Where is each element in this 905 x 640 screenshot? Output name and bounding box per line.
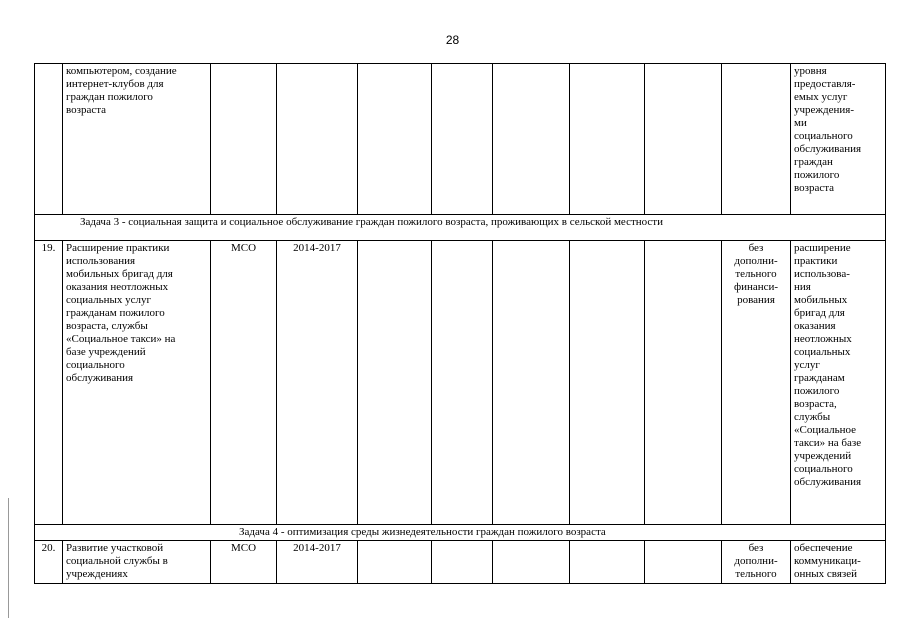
cell-period: 2014-2017: [277, 241, 358, 525]
activity-text: Развитие участковой социальной службы в учреждениях: [66, 542, 168, 580]
cell-result: [791, 541, 886, 584]
cell-empty: [570, 64, 645, 215]
cell-empty: [432, 541, 493, 584]
task-4-heading: Задача 4 - оптимизация среды жизнедеятельности граждан пожилого возраста: [35, 525, 886, 541]
cell-empty: [570, 541, 645, 584]
cell-activity: [63, 541, 211, 584]
cell-empty: [645, 541, 722, 584]
task-3-heading: Задача 3 - социальная защита и социальное обслуживание граждан пожилого возраста, проживающих в сельской местности: [35, 215, 886, 241]
cell-num: 19.: [35, 241, 63, 525]
cell-result: [791, 64, 886, 215]
page-number: 28: [445, 33, 460, 47]
task-row: [35, 215, 886, 241]
table-row-continued: [35, 64, 886, 215]
cell-empty: [493, 241, 570, 525]
table-row-20: [35, 541, 886, 584]
cell-executor: МСО: [211, 541, 277, 584]
cell-executor: МСО: [211, 241, 277, 525]
activity-text: компьютером, создание интернет-клубов для граждан пожилого возраста: [66, 65, 177, 116]
result-text: обеспечение коммуникаци- онных связей: [794, 542, 861, 580]
result-text: уровня предоставля- емых услуг учреждения- ми социального обслуживания граждан пожилого возраста: [794, 65, 862, 194]
cell-empty: [645, 64, 722, 215]
cell-activity: [63, 241, 211, 525]
cell-period: [277, 64, 358, 215]
funding-text: без дополни- тельного финанси- рования: [733, 242, 779, 306]
cell-funding: [722, 541, 791, 584]
cell-empty: [358, 64, 432, 215]
cell-empty: [645, 241, 722, 525]
cell-empty: [358, 241, 432, 525]
result-text: расширение практики использова- ния мобильных бригад для оказания неотложных социальных услуг гражданам пожилого возраста, службы «Социальное такси» на базе учреждений социального обслуживания: [794, 242, 862, 488]
cell-empty: [493, 64, 570, 215]
cell-result: [791, 241, 886, 525]
measures-table: [34, 63, 886, 584]
activity-text: Расширение практики использования мобильных бригад для оказания неотложных социальных услуг гражданам пожилого возраста, службы «Социальное такси» на базе учреждений социального обслуживания: [66, 242, 176, 384]
cell-executor: [211, 64, 277, 215]
cell-empty: [570, 241, 645, 525]
cell-funding: [722, 241, 791, 525]
cell-num: 20.: [35, 541, 63, 584]
cell-empty: [493, 541, 570, 584]
cell-num: [35, 64, 63, 215]
table-row-19: [35, 241, 886, 525]
cell-empty: [432, 64, 493, 215]
task-row: [35, 525, 886, 541]
cell-empty: [432, 241, 493, 525]
cell-activity: [63, 64, 211, 215]
funding-text: без дополни- тельного: [734, 542, 778, 580]
cell-funding: [722, 64, 791, 215]
cell-period: 2014-2017: [277, 541, 358, 584]
margin-line: [8, 498, 9, 618]
cell-empty: [358, 541, 432, 584]
